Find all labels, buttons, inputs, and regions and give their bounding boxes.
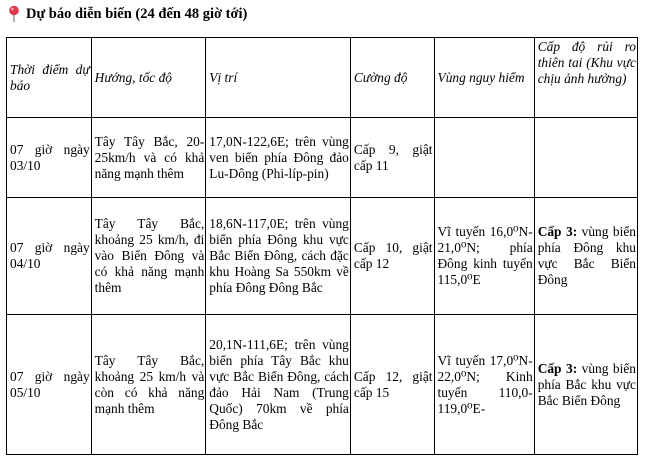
header-risk-level: Cấp độ rủi ro thiên tai (Khu vực chịu ảnh hưởng) <box>534 38 637 118</box>
cell-position: 18,6N-117,0E; trên vùng biển phía Đông khu vực Bắc Biển Đông, cách đặc khu Hoàng Sa 550km về phía Đông Đông Bắc <box>206 198 351 315</box>
cell-time: 07 giờ ngày 03/10 <box>7 118 92 198</box>
cell-risk-level <box>534 315 637 455</box>
cell-position: 20,1N-111,6E; trên vùng biển phía Tây Bắc khu vực Bắc Biển Đông, cách đảo Hải Nam (Trung Quốc) 70km về phía Đông Bắc <box>206 315 351 455</box>
cell-intensity: Cấp 9, giật cấp 11 <box>350 118 434 198</box>
cell-time: 07 giờ ngày 05/10 <box>7 315 92 455</box>
header-intensity: Cường độ <box>350 38 434 118</box>
cell-time: 07 giờ ngày 04/10 <box>7 198 92 315</box>
table-row <box>7 118 638 198</box>
forecast-table <box>6 37 638 455</box>
risk-area: vùng biển phía Bắc khu vực Bắc Biển Đông <box>537 360 636 408</box>
risk-level-label: Cấp 3: <box>537 360 578 376</box>
cell-intensity: Cấp 10, giật cấp 12 <box>350 198 434 315</box>
table-row <box>7 315 638 455</box>
pushpin-icon <box>8 5 20 23</box>
cell-danger-zone <box>434 118 534 198</box>
header-position: Vị trí <box>206 38 351 118</box>
cell-danger-zone: Vĩ tuyến 17,0⁰N-22,0⁰N; Kinh tuyến 110,0- 119,0⁰E- <box>434 315 534 455</box>
header-danger-zone: Vùng nguy hiểm <box>434 38 534 118</box>
risk-level-label: Cấp 3: <box>537 224 578 239</box>
cell-position: 17,0N-122,6E; trên vùng ven biển phía Đông đảo Lu-Dông (Phi-líp-pin) <box>206 118 351 198</box>
header-direction: Hướng, tốc độ <box>91 38 206 118</box>
cell-danger-zone: Vĩ tuyến 16,0⁰N-21,0⁰N; phía Đông kinh tuyến 115,0⁰E <box>434 198 534 315</box>
table-header-row <box>7 38 638 118</box>
cell-direction: Tây Tây Bắc, khoảng 25 km/h, đi vào Biển Đông và có khả năng mạnh thêm <box>91 198 206 315</box>
table-row <box>7 198 638 315</box>
cell-direction: Tây Tây Bắc, khoảng 25 km/h và còn có khả năng mạnh thêm <box>91 315 206 455</box>
cell-risk-level <box>534 198 637 315</box>
risk-area: vùng biển phía Đông khu vực Bắc Biển Đông <box>537 224 636 287</box>
header-time: Thời điểm dự báo <box>7 38 92 118</box>
cell-risk-level <box>534 118 637 198</box>
section-heading <box>8 4 247 24</box>
cell-intensity: Cấp 12, giật cấp 15 <box>350 315 434 455</box>
section-title: Dự báo diễn biến (24 đến 48 giờ tới) <box>26 6 248 22</box>
cell-direction: Tây Tây Bắc, 20-25km/h và có khả năng mạnh thêm <box>91 118 206 198</box>
